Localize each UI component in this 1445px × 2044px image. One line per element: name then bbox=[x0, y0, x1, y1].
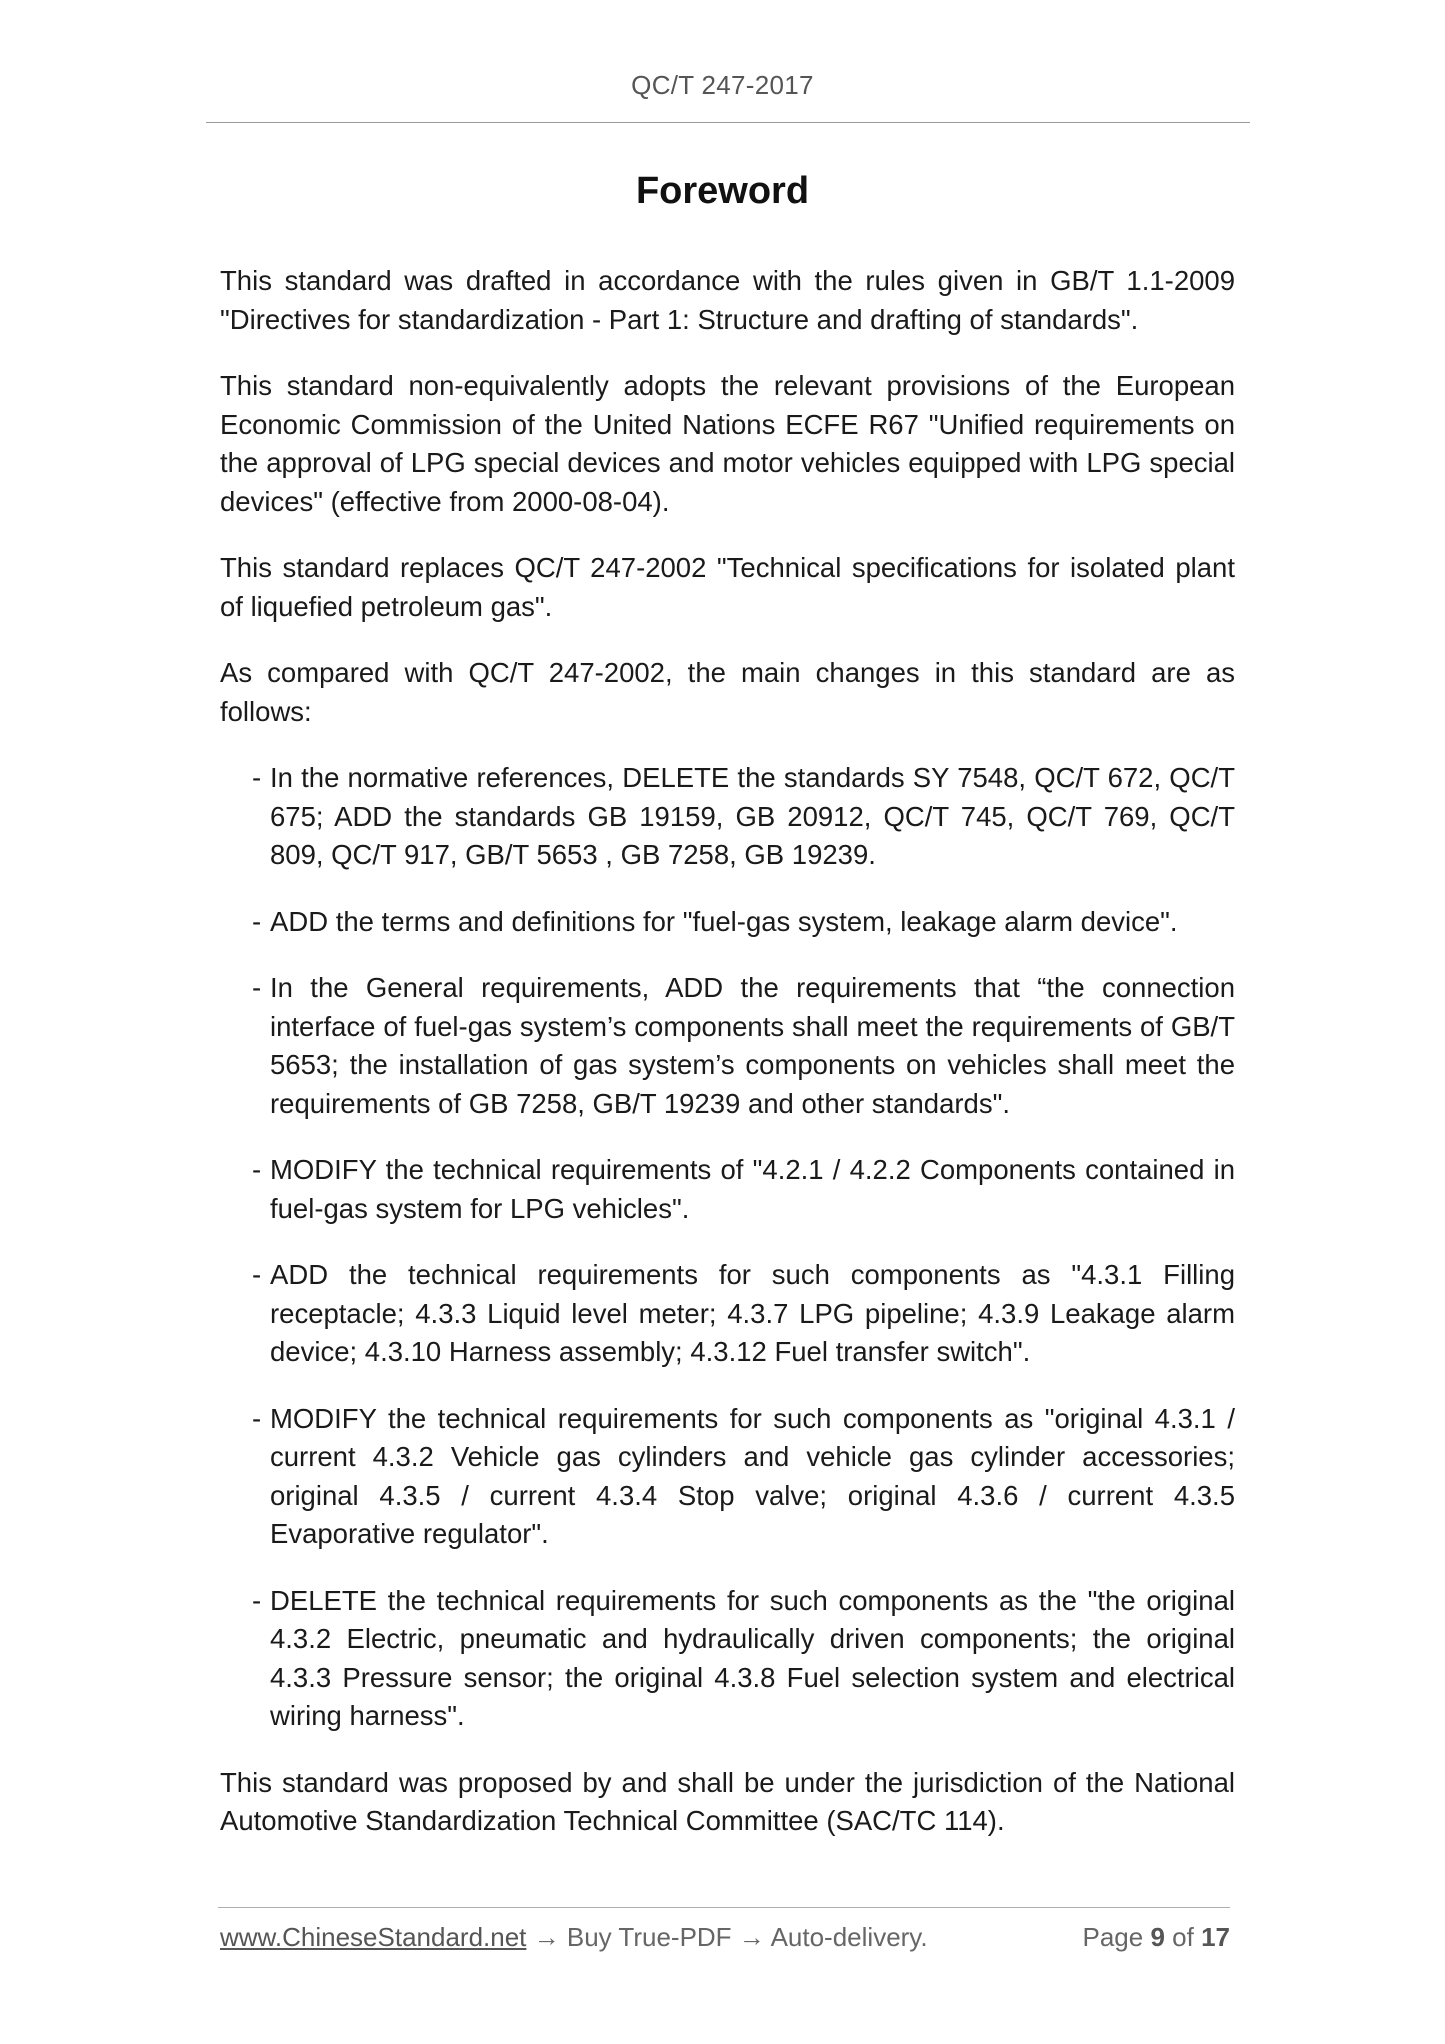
paragraph-replaces: This standard replaces QC/T 247-2002 "Technical specifications for isolated plant of liquefied petroleum gas". bbox=[220, 552, 1235, 622]
document-header: QC/T 247-2017 bbox=[631, 70, 814, 100]
list-marker: - bbox=[252, 1154, 262, 1185]
footer-promo bbox=[220, 1922, 928, 1953]
list-marker: - bbox=[252, 762, 262, 793]
list-item-text: DELETE the technical requirements for such components as the "the original 4.3.2 Electric, pneumatic and hydraulically driven components; the original 4.3.3 Pressure sensor; the original 4.3.8 Fuel selection system and electrical wiring harness". bbox=[270, 1584, 1235, 1731]
list-item-text: In the General requirements, ADD the requirements that “the connection interface of fuel-gas system’s components shall meet the requirements of GB/T 5653; the installation of gas system’s components on vehicles shall meet the requirements of GB 7258, GB/T 19239 and other standards". bbox=[270, 972, 1235, 1119]
list-item bbox=[252, 1400, 1235, 1554]
list-item-text: In the normative references, DELETE the standards SY 7548, QC/T 672, QC/T 675; ADD the standards GB 19159, GB 20912, QC/T 745, QC/T 769, QC/T 809, QC/T 917, GB/T 5653 , GB 7258, GB 19239. bbox=[270, 762, 1235, 870]
list-item-text: ADD the technical requirements for such components as "4.3.1 Filling receptacle; 4.3.3 Liquid level meter; 4.3.7 LPG pipeline; 4.3.9 Leakage alarm device; 4.3.10 Harness assembly; 4.3.12 Fuel transfer switch". bbox=[270, 1259, 1235, 1367]
page-label: Page bbox=[1082, 1922, 1144, 1952]
paragraph-jurisdiction: This standard was proposed by and shall be under the jurisdiction of the National Automotive Standardization Technical Committee (SAC/TC 114). bbox=[220, 1766, 1235, 1836]
list-item bbox=[252, 1256, 1235, 1372]
paragraph-changes-intro: As compared with QC/T 247-2002, the main changes in this standard are as follows: bbox=[220, 657, 1235, 727]
list-item bbox=[252, 1151, 1235, 1228]
changes-list bbox=[220, 759, 1235, 1736]
header-divider bbox=[206, 122, 1250, 123]
page-title: Foreword bbox=[635, 170, 810, 212]
page-total: 17 bbox=[1201, 1922, 1230, 1952]
footer-promo-text: → Buy True-PDF → Auto-delivery. bbox=[526, 1922, 928, 1952]
paragraph-drafting-rules: This standard was drafted in accordance with the rules given in GB/T 1.1-2009 "Directives for standardization - Part 1: Structure and drafting of standards". bbox=[220, 265, 1235, 335]
list-item bbox=[252, 903, 1235, 942]
list-item bbox=[252, 1582, 1235, 1736]
website-link[interactable]: www.ChineseStandard.net bbox=[220, 1922, 527, 1952]
list-marker: - bbox=[252, 905, 262, 937]
paragraph-adoption: This standard non-equivalently adopts the relevant provisions of the European Economic Commission of the United Nations ECFE R67 "Unified requirements on the approval of LPG special devices and motor vehicles equipped with LPG special devices" (effective from 2000-08-04). bbox=[220, 370, 1235, 517]
document-body bbox=[220, 262, 1235, 1869]
list-item bbox=[252, 969, 1235, 1123]
footer-divider bbox=[218, 1907, 1230, 1908]
list-item-text: MODIFY the technical requirements for such components as "original 4.3.1 / current 4.3.2 Vehicle gas cylinders and vehicle gas cylinder accessories; original 4.3.5 / current 4.3.4 Stop valve; original 4.3.6 / current 4.3.5 Evaporative regulator". bbox=[270, 1402, 1235, 1549]
page-of-label: of bbox=[1172, 1922, 1194, 1952]
list-marker: - bbox=[252, 1259, 262, 1290]
page-current: 9 bbox=[1150, 1922, 1165, 1952]
list-marker: - bbox=[252, 972, 262, 1003]
list-item-text: MODIFY the technical requirements of "4.2.1 / 4.2.2 Components contained in fuel-gas system for LPG vehicles". bbox=[270, 1154, 1235, 1224]
list-marker: - bbox=[252, 1584, 262, 1616]
list-item bbox=[252, 759, 1235, 875]
list-item-text: ADD the terms and definitions for "fuel-gas system, leakage alarm device". bbox=[270, 905, 1178, 937]
page-number bbox=[1082, 1922, 1230, 1953]
list-marker: - bbox=[252, 1402, 262, 1434]
